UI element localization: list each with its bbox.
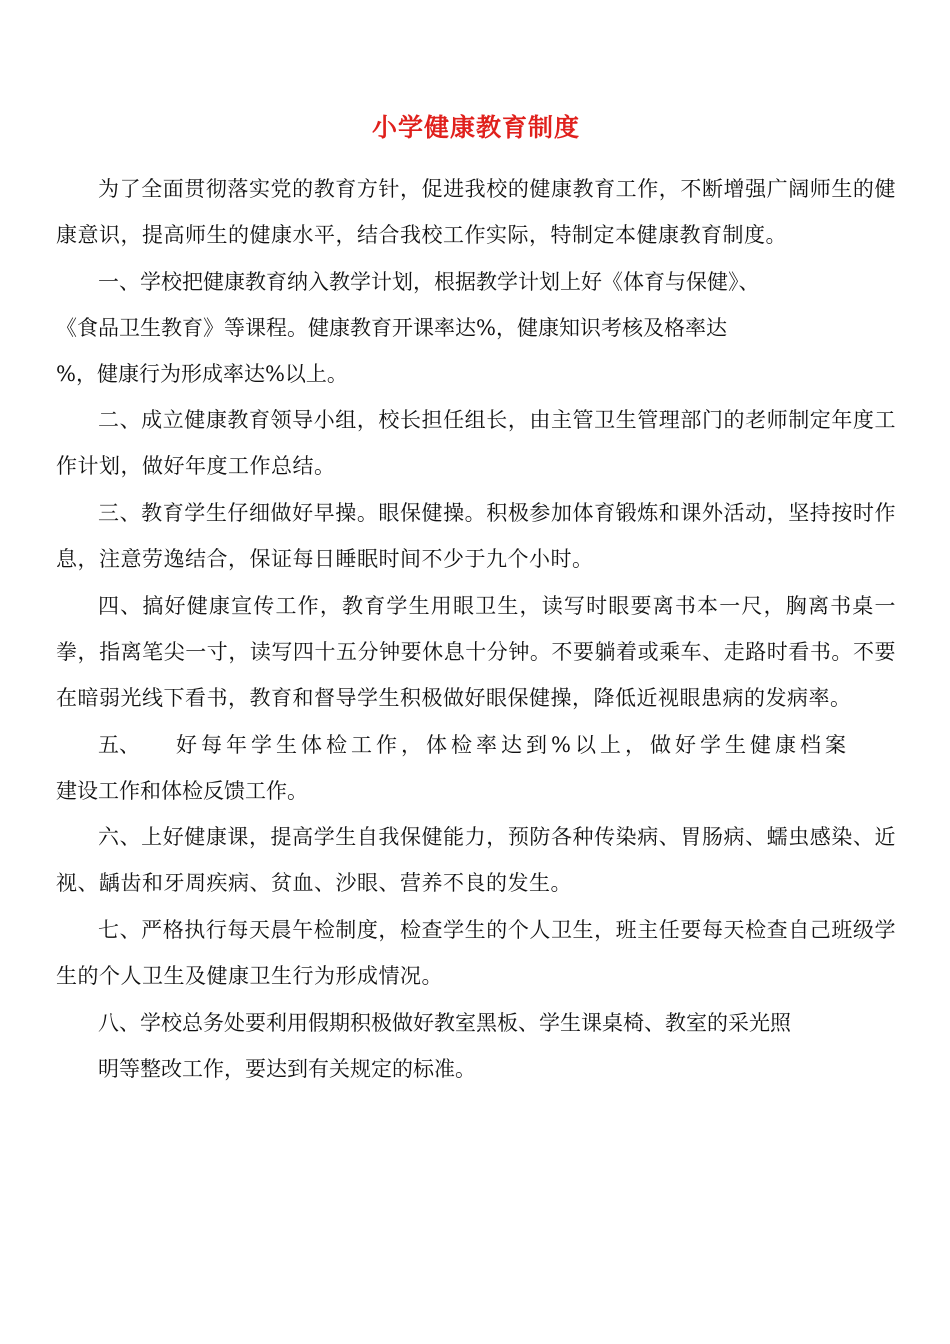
item-1-line-2: 《食品卫生教育》等课程。健康教育开课率达%，健康知识考核及格率达 xyxy=(56,316,727,340)
item-4: 四、搞好健康宣传工作，教育学生用眼卫生，读写时眼要离书本一尺，胸离书桌一拳，指离笔尖一寸，读写四十五分钟要休息十分钟。不要躺着或乘车、走路时看书。不要在暗弱光线下看书，教育和督导学生积极做好眼保健操，降低近视眼患病的发病率。 xyxy=(56,594,896,710)
item-5-text: 好每年学生体检工作，体检率达到%以上，做好学生健康档案 xyxy=(176,733,850,757)
item-1-line-3: %，健康行为形成率达%以上。 xyxy=(56,362,348,386)
item-5-number: 五、 xyxy=(98,733,140,757)
item-3: 三、教育学生仔细做好早操。眼保健操。积极参加体育锻炼和课外活动，坚持按时作息，注意劳逸结合，保证每日睡眠时间不少于九个小时。 xyxy=(56,501,896,571)
item-8 xyxy=(56,1000,896,1092)
item-8-line-2: 明等整改工作，要达到有关规定的标准。 xyxy=(98,1057,476,1081)
document-title: 小学健康教育制度 xyxy=(371,113,580,142)
item-1-line-1: 一、学校把健康教育纳入教学计划，根据教学计划上好《体育与保健》、 xyxy=(98,270,760,294)
document-page xyxy=(56,112,896,1092)
item-6: 六、上好健康课，提高学生自我保健能力，预防各种传染病、胃肠病、蠕虫感染、近视、龋齿和牙周疾病、贫血、沙眼、营养不良的发生。 xyxy=(56,825,896,895)
item-1 xyxy=(56,259,896,397)
item-8-line-1: 八、学校总务处要利用假期积极做好教室黑板、学生课桌椅、教室的采光照 xyxy=(98,1011,791,1035)
item-5-line-2: 建设工作和体检反馈工作。 xyxy=(56,779,308,803)
item-5-line-1 xyxy=(56,722,896,768)
item-5 xyxy=(56,722,896,814)
item-7: 七、严格执行每天晨午检制度，检查学生的个人卫生，班主任要每天检查自己班级学生的个人卫生及健康卫生行为形成情况。 xyxy=(56,918,896,988)
intro-paragraph: 为了全面贯彻落实党的教育方针，促进我校的健康教育工作，不断增强广阔师生的健康意识，提高师生的健康水平，结合我校工作实际，特制定本健康教育制度。 xyxy=(56,177,896,247)
item-2: 二、成立健康教育领导小组，校长担任组长，由主管卫生管理部门的老师制定年度工作计划，做好年度工作总结。 xyxy=(56,408,896,478)
